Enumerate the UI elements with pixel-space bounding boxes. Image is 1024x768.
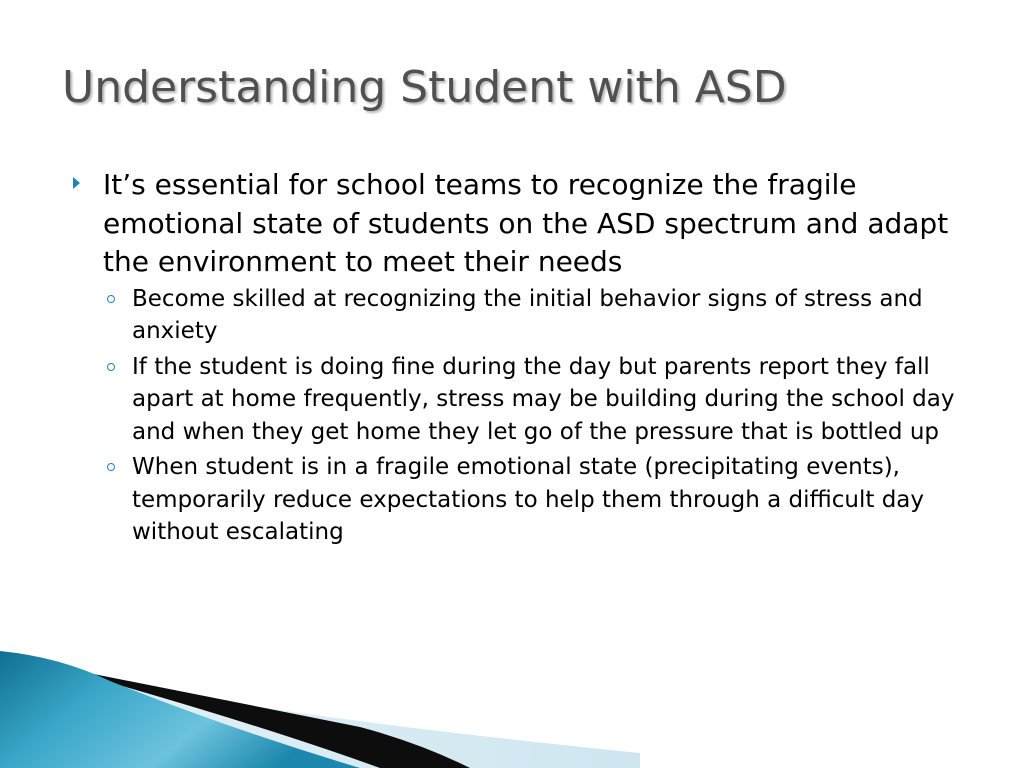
circle-bullet-icon bbox=[107, 463, 115, 471]
triangle-bullet-icon bbox=[73, 177, 80, 189]
sub-bullet-list bbox=[103, 283, 970, 549]
bullet-item bbox=[70, 166, 970, 549]
decorative-wave bbox=[0, 643, 640, 768]
sub-bullet-text: Become skilled at recognizing the initial behavior signs of stress and anxiety bbox=[132, 285, 923, 344]
sub-bullet-item bbox=[103, 283, 970, 348]
circle-bullet-icon bbox=[107, 295, 115, 303]
sub-bullet-item bbox=[103, 451, 970, 549]
sub-bullet-item bbox=[103, 351, 970, 449]
sub-bullet-text: When student is in a fragile emotional state (precipitating events), temporarily reduce expectations to help them through a difficult day without escalating bbox=[132, 454, 925, 545]
slide-body bbox=[70, 166, 970, 552]
bullet-text: It’s essential for school teams to recognize the fragile emotional state of students on the ASD spectrum and adapt the environment to meet their needs bbox=[103, 168, 949, 278]
sub-bullet-text: If the student is doing fine during the day but parents report they fall apart at home frequently, stress may be building during the school day and when they get home they let go of the pressure that is bottled up bbox=[132, 353, 955, 445]
slide-title: Understanding Student with ASD bbox=[62, 62, 787, 113]
circle-bullet-icon bbox=[107, 363, 115, 371]
